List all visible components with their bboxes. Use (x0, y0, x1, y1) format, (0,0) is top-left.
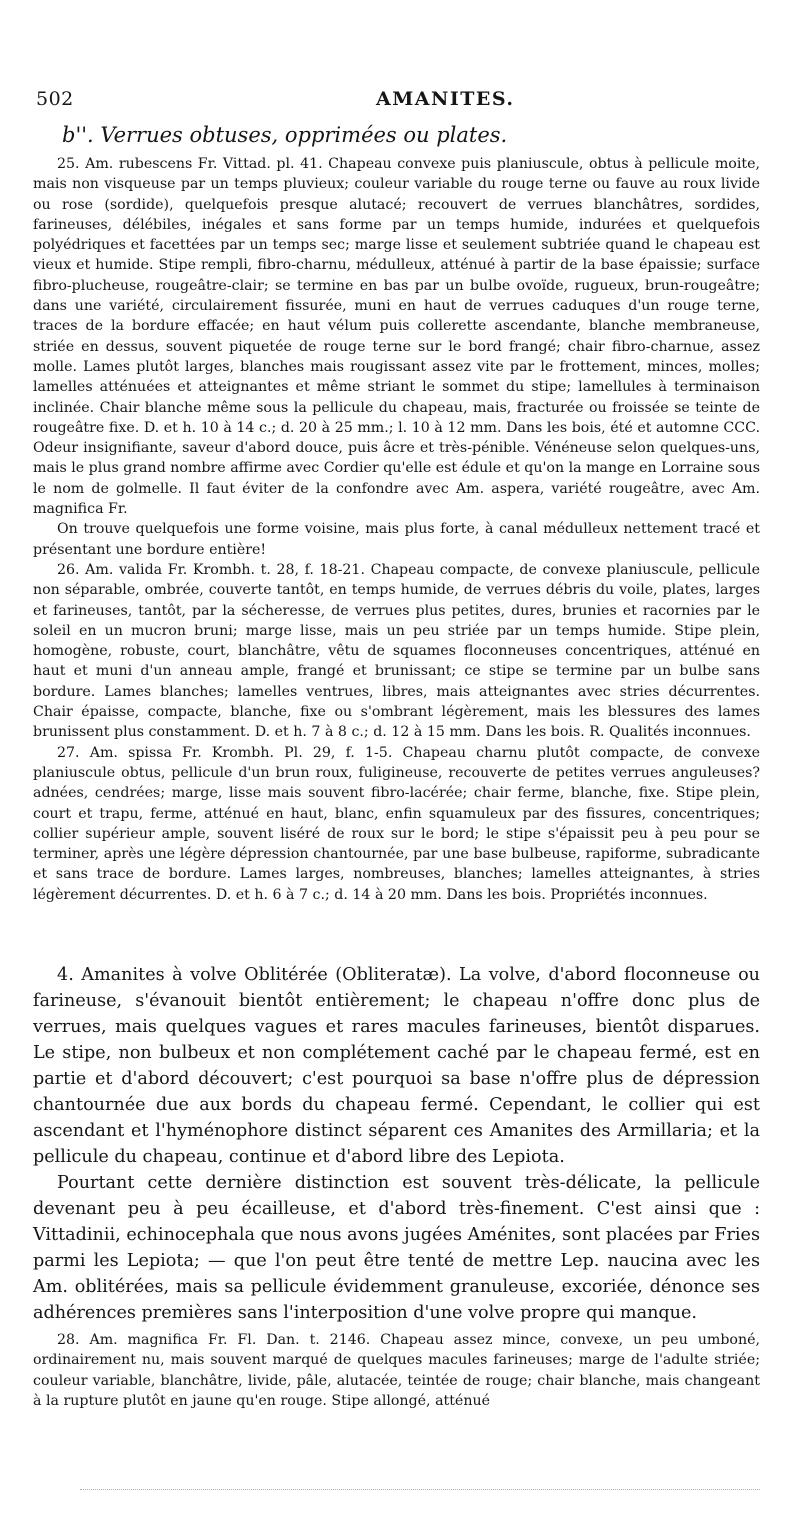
section-obliteratae (33, 962, 760, 1326)
section-distinction-paragraph: Pourtant cette dernière distinction est souvent très-délicate, la pellicule devenant peu à peu écailleuse, et d'abord très-finement. C'est ainsi que : Vittadinii, echinocephala que nous avons jugées Aménites, sont placées par Fries parmi les Lepiota; — que l'on peut être tenté de mettre Lep. naucina avec les Am. oblitérées, mais sa pellicule évidemment granuleuse, excoriée, dénonce ses adhérences premières sans l'interposition d'une volve propre qui manque. (33, 1173, 760, 1323)
running-title: AMANITES. (376, 88, 515, 110)
entry-amanita-spissa: 27. Am. spissa Fr. Krombh. Pl. 29, f. 1-5. Chapeau charnu plutôt compacte, de convexe planiuscule obtus, pellicule d'un brun roux, fuligineuse, recouverte de petites verrues anguleuses? adnées, cendrées; marge, lisse mais souvent fibro-lacérée; chair ferme, blanche, fixe. Stipe plein, court et trapu, ferme, atténué en haut, blanc, enfin squamuleux par des fissures, concentriques; collier supérieur ample, souvent liséré de roux sur le bord; le stipe s'épaissit peu à peu pour se terminer, après une légère dépression chantournée, par une base bulbeuse, rapiforme, subradicante et sans trace de bordure. Lames larges, nombreuses, blanches; lamelles atteignantes, à stries légèrement décurrentes. D. et h. 6 à 7 c.; d. 14 à 20 mm. Dans les bois. Propriétés inconnues. (33, 744, 760, 903)
species-entries-bottom (33, 1330, 760, 1411)
entry-amanita-rubescens: 25. Am. rubescens Fr. Vittad. pl. 41. Chapeau convexe puis planiuscule, obtus à pellicule moite, mais non visqueuse par un temps pluvieux; couleur variable du rouge terne ou fauve au roux livide ou rose (sordide), quelquefois presque alutacé; recouvert de verrues blanchâtres, sordides, farineuses, délébiles, inégales et sans forme par un temps humide, indurées et quelquefois polyédriques et facettées par un temps sec; marge lisse et seulement subtriée quand le chapeau est vieux et humide. Stipe rempli, fibro-charnu, médulleux, atténué à partir de la base épaissie; surface fibro-plucheuse, rougeâtre-clair; se termine en bas par un bulbe ovoïde, rugueux, brun-rougeâtre; dans une variété, circulairement fissurée, muni en haut de verrues caduques d'un rouge terne, traces de la bordure effacée; en haut vélum puis collerette ascendante, blanche membraneuse, striée en dessus, souvent piquetée de rouge terne sur le bord frangé; chair fibro-charnue, assez molle. Lames plutôt larges, blanches mais rougissant assez vite par le frottement, minces, molles; lamelles atténuées et atteignantes et même striant le sommet du stipe; lamellules à terminaison inclinée. Chair blanche même sous la pellicule du chapeau, mais, fracturée ou froissée se teinte de rougeâtre fixe. D. et h. 10 à 14 c.; d. 20 à 25 mm.; l. 10 à 12 mm. Dans les bois, été et automne CCC. Odeur insignifiante, saveur d'abord douce, puis âcre et très-pénible. Vénéneuse selon quelques-uns, mais le plus grand nombre affirme avec Cordier qu'elle est édule et qu'on la mange en Lorraine sous le nom de golmelle. Il faut éviter de la confondre avec Am. aspera, variété rougeâtre, avec Am. magnifica Fr. (33, 156, 760, 518)
section-intro-paragraph: 4. Amanites à volve Oblitérée (Obliteratæ). La volve, d'abord floconneuse ou farineuse, s'évanouit bientôt entièrement; le chapeau n'offre donc plus de verrues, mais quelques vagues et rares macules farineuses, bientôt disparues. Le stipe, non bulbeux et non complétement caché par le chapeau fermé, est en partie et d'abord découvert; c'est pourquoi sa base n'offre plus de dépression chantournée due aux bords du chapeau fermé. Cependant, le collier qui est ascendant et l'hyménophore distinct séparent ces Amanites des Armillaria; et la pellicule du chapeau, continue et d'abord libre des Lepiota. (33, 965, 760, 1167)
page-number: 502 (36, 88, 74, 110)
entry-amanita-valida: 26. Am. valida Fr. Krombh. t. 28, f. 18-21. Chapeau compacte, de convexe planiuscule, pellicule non séparable, ombrée, couverte tantôt, en temps humide, de verrues débris du voile, plates, larges et farineuses, tantôt, par la sécheresse, de verrues plus petites, dures, brunies et racornies par le soleil en un mucron bruni; marge lisse, mais un peu striée par un temps humide. Stipe plein, homogène, robuste, court, blanchâtre, vêtu de squames floconneuses concentriques, atténué en haut et muni d'un anneau ample, frangé et brunissant; ce stipe se termine par un bulbe sans bordure. Lames blanches; lamelles ventrues, libres, mais atteignantes avec stries décurrentes. Chair épaisse, compacte, blanche, fixe ou s'ombrant légèrement, mais les blessures des lames brunissent plus constamment. D. et h. 7 à 8 c.; d. 12 à 15 mm. Dans les bois. R. Qualités inconnues. (33, 561, 760, 741)
section-subheading: b''. Verrues obtuses, opprimées ou plates. (62, 123, 508, 147)
species-entries-block (33, 154, 760, 905)
entry-note-variant: On trouve quelquefois une forme voisine, mais plus forte, à canal médulleux nettement tracé et présentant une bordure entière! (33, 521, 760, 558)
entry-amanita-magnifica: 28. Am. magnifica Fr. Fl. Dan. t. 2146. Chapeau assez mince, convexe, un peu umboné, ordinairement nu, mais souvent marqué de quelques macules farineuses; marge de l'adulte striée; couleur variable, blanchâtre, livide, pâle, alutacée, teintée de rouge; chair blanche, mais changeant à la rupture plutôt en jaune qu'en rouge. Stipe allongé, atténué (33, 1332, 760, 1409)
footer-rule (80, 1489, 760, 1490)
page-header (36, 88, 756, 112)
